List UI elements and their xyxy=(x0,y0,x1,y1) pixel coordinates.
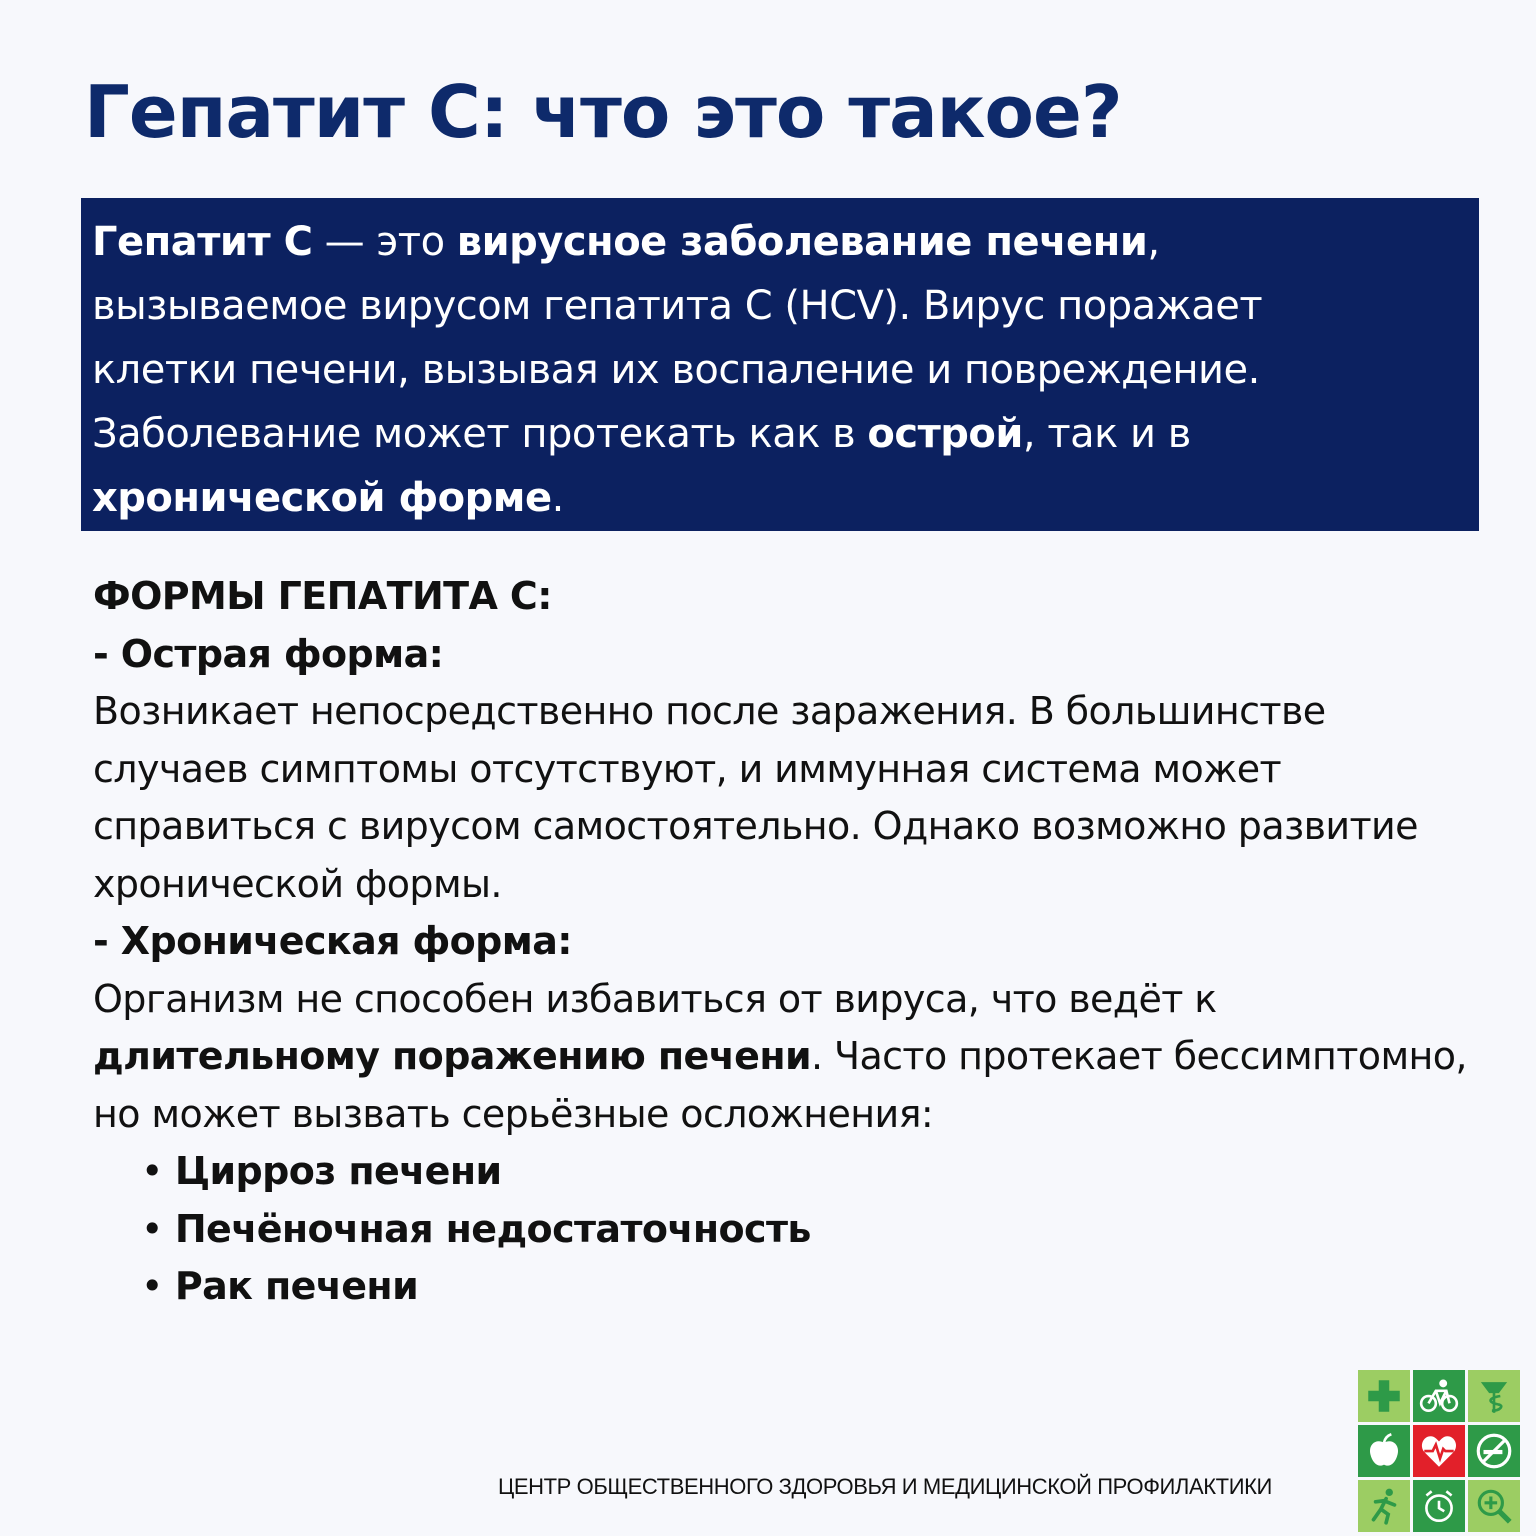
list-item xyxy=(141,1258,1513,1316)
complication-label: Рак печени xyxy=(174,1264,419,1308)
chronic-form-line: Организм не способен избавиться от вируса, что ведёт к xyxy=(93,976,1217,1021)
footer-organization: ЦЕНТР ОБЩЕСТВЕННОГО ЗДОРОВЬЯ И МЕДИЦИНСКОЙ ПРОФИЛАКТИКИ xyxy=(498,1474,1272,1499)
pharmacy-snake-icon xyxy=(1468,1370,1520,1422)
magnifier-plus-icon xyxy=(1468,1480,1520,1532)
chronic-form-label xyxy=(93,913,1513,971)
page-title: Гепатит С: что это такое? xyxy=(84,70,1122,154)
complication-label: Цирроз печени xyxy=(174,1149,502,1193)
list-item xyxy=(141,1143,1513,1201)
forms-heading xyxy=(93,568,1513,626)
bicycle-icon xyxy=(1413,1370,1465,1422)
definition-text: — это xyxy=(312,219,457,265)
definition-term: Гепатит С xyxy=(92,219,313,265)
acute-form-line: хронической формы. xyxy=(93,861,502,906)
bullet-icon: • xyxy=(141,1149,163,1193)
definition-line-5 xyxy=(92,466,1469,530)
definition-emphasis: острой xyxy=(867,411,1023,457)
complication-label: Печёночная недостаточность xyxy=(174,1206,811,1251)
definition-emphasis: хронической форме xyxy=(92,475,552,521)
definition-line-2: вызываемое вирусом гепатита С (HCV). Вирус поражает xyxy=(92,283,1263,329)
medical-cross-icon xyxy=(1358,1370,1410,1422)
acute-form-line: справиться с вирусом самостоятельно. Однако возможно развитие xyxy=(93,804,1418,848)
definition-line-1 xyxy=(92,210,1469,274)
chronic-text: . Часто протекает бессимптомно, xyxy=(811,1034,1467,1078)
chronic-form-line: но может вызвать серьёзные осложнения: xyxy=(93,1091,934,1136)
list-item xyxy=(141,1201,1513,1259)
organization-logo xyxy=(1358,1370,1520,1532)
definition-text: , так и в xyxy=(1022,411,1191,457)
forms-heading-text: ФОРМЫ ГЕПАТИТА С: xyxy=(93,574,552,618)
forms-section xyxy=(93,568,1513,1316)
no-smoking-icon xyxy=(1468,1425,1520,1477)
chronic-form-line xyxy=(93,1028,1513,1086)
bullet-icon: • xyxy=(141,1264,163,1308)
definition-line-4 xyxy=(92,402,1469,466)
definition-text: . xyxy=(551,475,564,521)
alarm-clock-icon xyxy=(1413,1480,1465,1532)
definition-emphasis: вирусное заболевание печени xyxy=(456,219,1148,265)
acute-form-label xyxy=(93,626,1513,684)
acute-form-line: Возникает непосредственно после заражения. В большинстве xyxy=(93,689,1326,733)
definition-text: Заболевание может протекать как в xyxy=(92,411,868,457)
acute-form-label-text: - Острая форма: xyxy=(93,631,444,676)
acute-form-line: случаев симптомы отсутствуют, и иммунная система может xyxy=(93,746,1282,791)
chronic-form-label-text: - Хроническая форма: xyxy=(93,919,572,963)
definition-text: , xyxy=(1147,219,1160,265)
definition-line-3: клетки печени, вызывая их воспаление и повреждение. xyxy=(92,347,1260,393)
bullet-icon: • xyxy=(141,1206,163,1251)
chronic-emphasis: длительному поражению печени xyxy=(93,1034,812,1078)
heartbeat-icon xyxy=(1413,1425,1465,1477)
runner-icon xyxy=(1358,1480,1410,1532)
complications-list xyxy=(93,1143,1513,1316)
apple-icon xyxy=(1358,1425,1410,1477)
definition-box xyxy=(81,198,1479,531)
